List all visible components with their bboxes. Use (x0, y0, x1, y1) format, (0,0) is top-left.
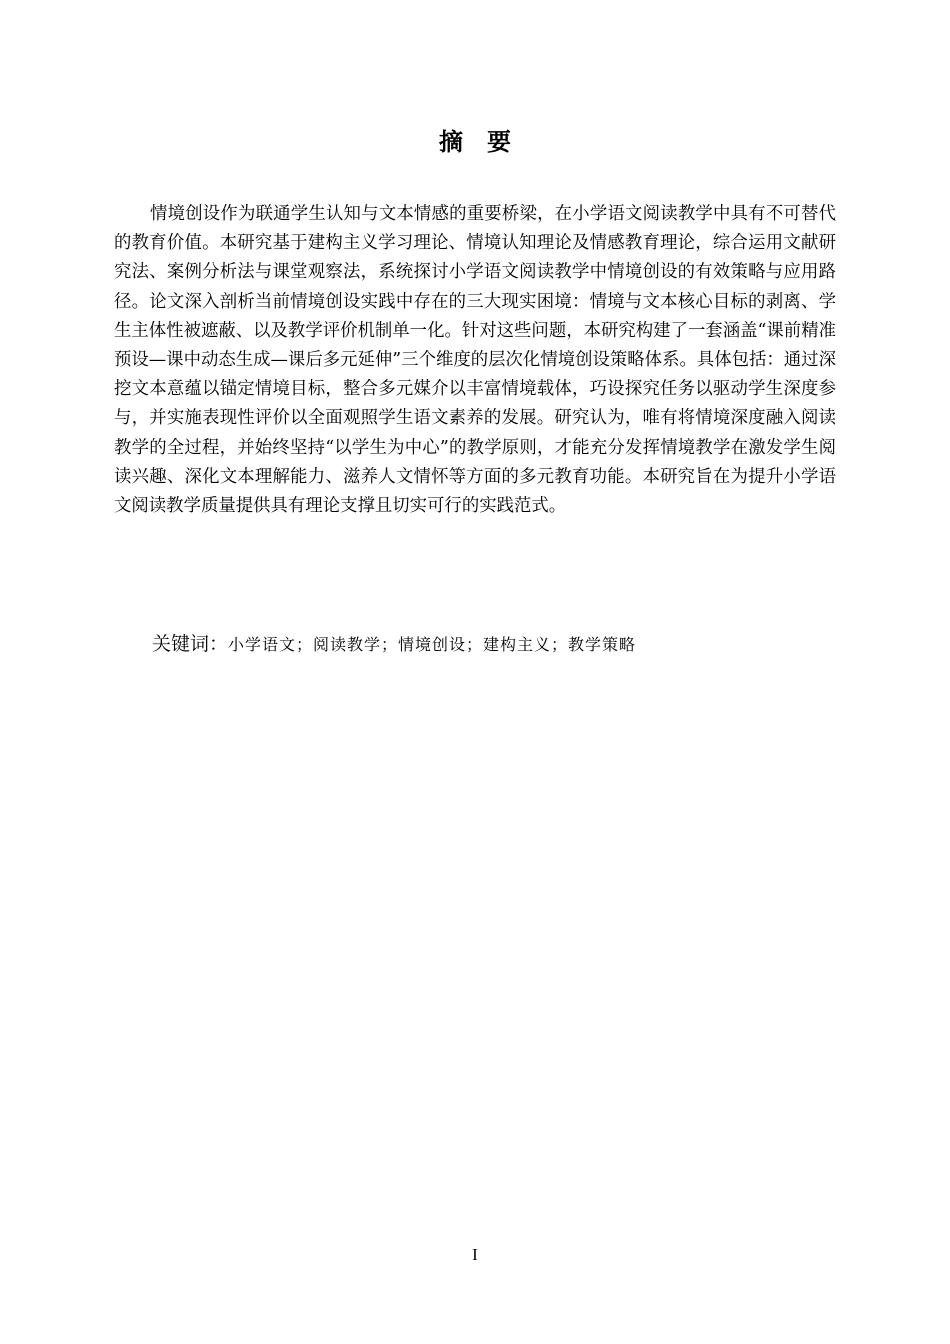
abstract-title: 摘 要 (439, 128, 511, 156)
abstract-paragraph: 情境创设作为联通学生认知与文本情感的重要桥梁，在小学语文阅读教学中具有不可替代的教育价值。本研究基于建构主义学习理论、情境认知理论及情感教育理论，综合运用文献研究法、案例分析法与课堂观察法，系统探讨小学语文阅读教学中情境创设的有效策略与应用路径。论文深入剖析当前情境创设实践中存在的三大现实困境：情境与文本核心目标的剥离、学生主体性被遮蔽、以及教学评价机制单一化。针对这些问题，本研究构建了一套涵盖“课前精准预设—课中动态生成—课后多元延伸”三个维度的层次化情境创设策略体系。具体包括：通过深挖文本意蕴以锚定情境目标，整合多元媒介以丰富情境载体，巧设探究任务以驱动学生深度参与，并实施表现性评价以全面观照学生语文素养的发展。研究认为，唯有将情境深度融入阅读教学的全过程，并始终坚持“以学生为中心”的教学原则，才能充分发挥情境教学在激发学生阅读兴趣、深化文本理解能力、滋养人文情怀等方面的多元教育功能。本研究旨在为提升小学语文阅读教学质量提供具有理论支撑且切实可行的实践范式。 (114, 204, 836, 517)
keywords-list: 小学语文；阅读教学；情境创设；建构主义；教学策略 (228, 635, 637, 654)
keywords-label: 关键词： (152, 633, 229, 655)
page-number: I (472, 1245, 478, 1264)
keywords-line (152, 630, 852, 659)
